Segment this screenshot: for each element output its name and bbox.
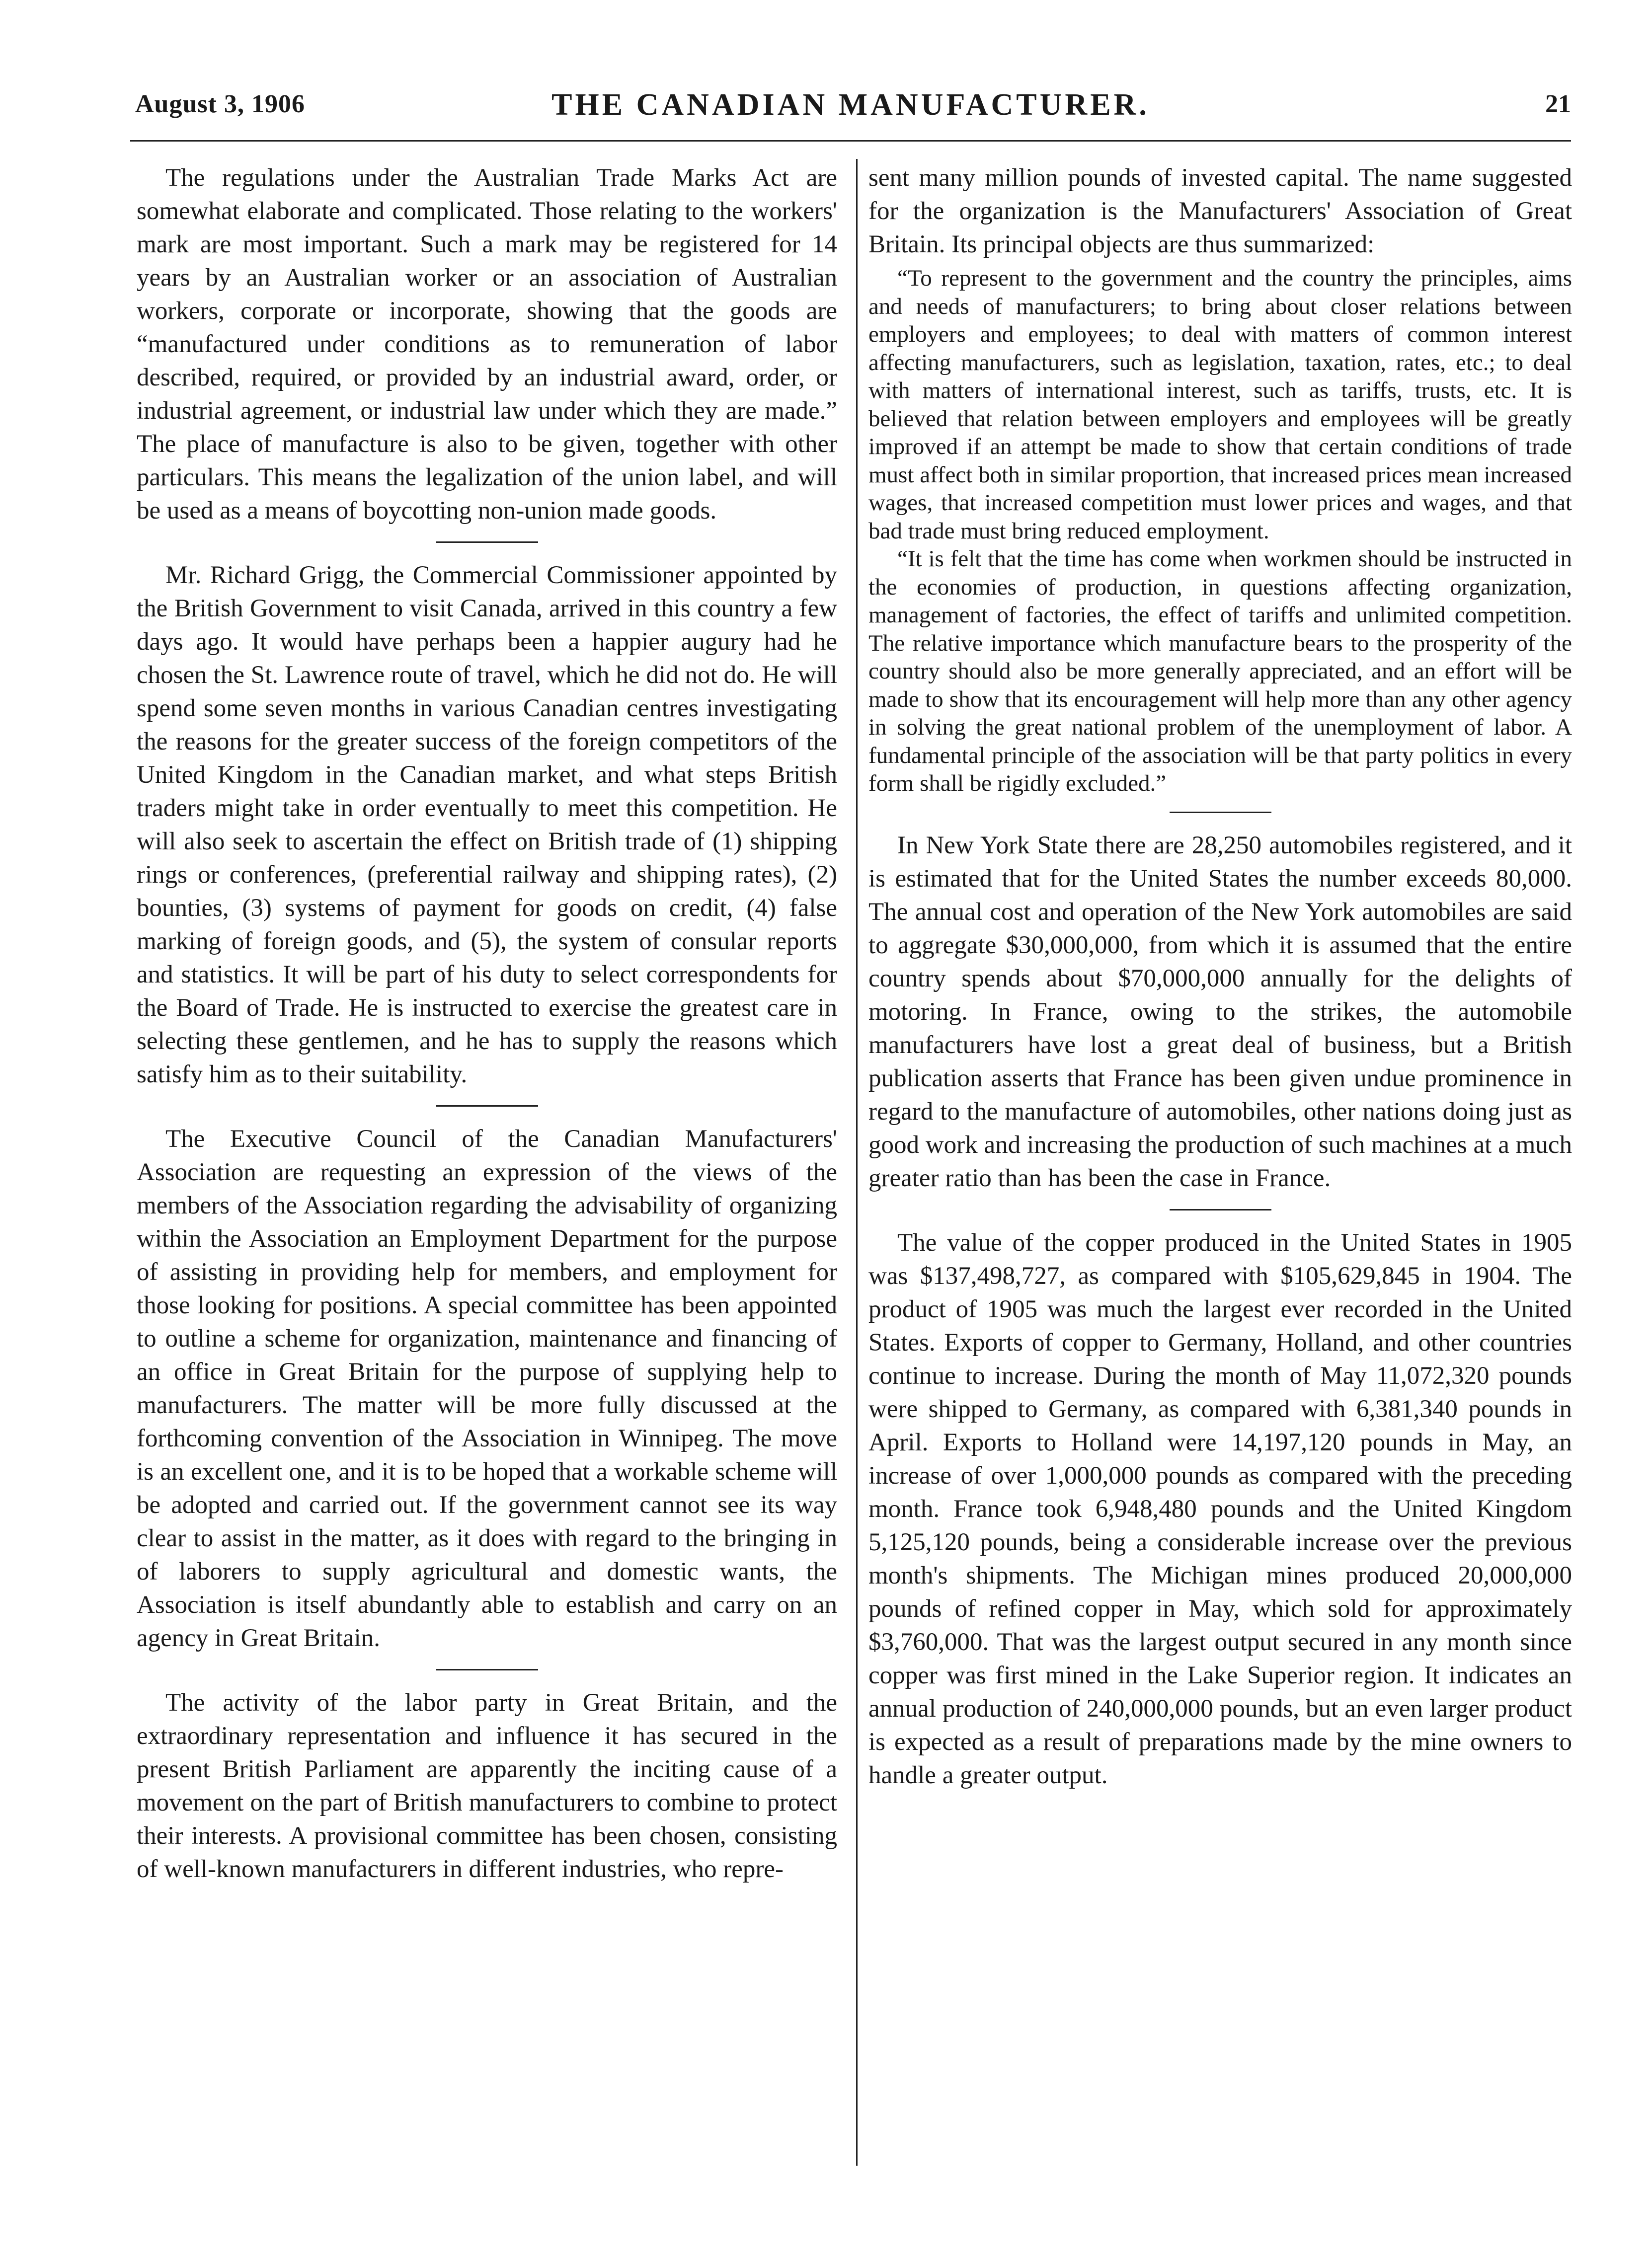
- publication-title: THE CANADIAN MANUFACTURER.: [551, 88, 1150, 122]
- quoted-objects-1: “To represent to the government and the country the principles, aims and needs of manufacturers; to bring about closer relations between employers and employees; to deal with matters of common interest affecting manufacturers, such as legislation, taxation, rates, etc.; to deal with matters of international interest, such as tariffs, trusts, etc. It is believed that relation between employers and employees will be greatly improved if an attempt be made to show that certain conditions of trade must affect both in similar proportion, that increased prices mean increased wages, that increased competition must lower prices and wages, and that bad trade must bring reduced employment.: [868, 265, 1572, 544]
- article-trade-marks: The regulations under the Australian Trade Marks Act are somewhat elaborate and complicated. Those relating to the workers' mark are most important. Such a mark may be registered for 14 years by an Australian worker or an association of Australian workers, corporate or incorporate, showing that the goods are “manufactured under conditions as to remuneration of labor described, required, or provided by an industrial award, order, or industrial agreement, or industrial law under which they are made.” The place of manufacture is also to be given, together with other particulars. This means the legalization of the union label, and will be used as a means of boycotting non-union made goods.: [137, 164, 837, 525]
- article-copper: The value of the copper produced in the United States in 1905 was $137,498,727, as compared with $105,629,845 in 1904. The product of 1905 was much the largest ever recorded in the United States. Exports of copper to Germany, Holland, and other countries continue to increase. During the month of May 11,072,320 pounds were shipped to Germany, as compared with 6,381,340 pounds in April. Exports to Holland were 14,197,120 pounds in May, an increase of over 1,000,000 pounds as compared with the preceding month. France took 6,948,480 pounds and the United Kingdom 5,125,120 pounds, being a considerable increase over the previous month's shipments. The Michigan mines produced 20,000,000 pounds of refined copper in May, which sold for approximately $3,760,000. That was the largest output secured in any month since copper was first mined in the Lake Superior region. It indicates an annual production of 240,000,000 pounds, but an even larger product is expected as a result of preparations made by the mine owners to handle a greater output.: [868, 1228, 1572, 1789]
- section-divider: [436, 541, 538, 543]
- article-labor-party-continued: sent many million pounds of invested capital. The name suggested for the organization is the Manufacturers' Association of Great Britain. Its principal objects are thus summarized:: [868, 164, 1572, 258]
- section-divider: [436, 1669, 538, 1670]
- section-divider: [436, 1105, 538, 1107]
- article-commercial-commissioner: Mr. Richard Grigg, the Commercial Commissioner appointed by the British Government to visit Canada, arrived in this country a few days ago. It would have perhaps been a happier augury had he chosen the St. Lawrence route of travel, which he did not do. He will spend some seven months in various Canadian centres investigating the reasons for the greater success of the foreign competitors of the United Kingdom in the Canadian market, and what steps British traders might take in order eventually to meet this competition. He will also seek to ascertain the effect on British trade of (1) shipping rings or conferences, (preferential railway and shipping rates), (2) bounties, (3) systems of payment for goods on credit, (4) false marking of foreign goods, and (5), the system of consular reports and statistics. It will be part of his duty to select correspondents for the Board of Trade. He is instructed to exercise the greatest care in selecting these gentlemen, and he has to supply the reasons which satisfy him as to their suitability.: [137, 561, 837, 1088]
- issue-date: August 3, 1906: [135, 90, 305, 118]
- article-labor-party: The activity of the labor party in Great Britain, and the extraordinary representation and influence it has secured in the present British Parliament are apparently the inciting cause of a movement on the part of British manufacturers to combine to protect their interests. A provisional committee has been chosen, consisting of well-known manufacturers in different industries, who repre-: [137, 1689, 837, 1883]
- article-automobiles: In New York State there are 28,250 automobiles registered, and it is estimated that for the United States the number exceeds 80,000. The annual cost and operation of the New York automobiles are said to aggregate $30,000,000, from which it is assumed that the entire country spends about $70,000,000 annually for the delights of motoring. In France, owing to the strikes, the automobile manufacturers have lost a great deal of business, but a British publication asserts that France has been given undue prominence in regard to the manufacture of automobiles, other nations doing just as good work and increasing the production of such machines at a much greater ratio than has been the case in France.: [868, 831, 1572, 1192]
- section-divider: [1170, 812, 1271, 813]
- page-header: [130, 89, 1571, 139]
- right-column: [868, 161, 1572, 1792]
- page-number: 21: [1545, 90, 1571, 118]
- quoted-objects-2: “It is felt that the time has come when workmen should be instructed in the economies of production, in questions affecting organization, management of factories, the effect of tariffs and unlimited competition. The relative importance which manufacture bears to the prosperity of the country should also be more generally appreciated, and an effort will be made to show that its encouragement will help more than any other agency in solving the great national problem of the unemployment of labor. A fundamental principle of the association will be that party politics in every form shall be rigidly excluded.”: [868, 546, 1572, 796]
- section-divider: [1170, 1209, 1271, 1210]
- header-rule: [130, 140, 1571, 142]
- column-divider: [856, 159, 858, 2166]
- left-column: [137, 161, 837, 1886]
- article-employment-department: The Executive Council of the Canadian Manufacturers' Association are requesting an expression of the views of the members of the Association regarding the advisability of organizing within the Association an Employment Department for the purpose of assisting in providing help for members, and employment for those looking for positions. A special committee has been appointed to outline a scheme for organization, maintenance and financing of an office in Great Britain for the purpose of supplying help to manufacturers. The matter will be more fully discussed at the forthcoming convention of the Association in Winnipeg. The move is an excellent one, and it is to be hoped that a workable scheme will be adopted and carried out. If the government cannot see its way clear to assist in the matter, as it does with regard to the bringing in of laborers to supply agricultural and domestic wants, the Association is itself abundantly able to establish and carry on an agency in Great Britain.: [137, 1125, 837, 1652]
